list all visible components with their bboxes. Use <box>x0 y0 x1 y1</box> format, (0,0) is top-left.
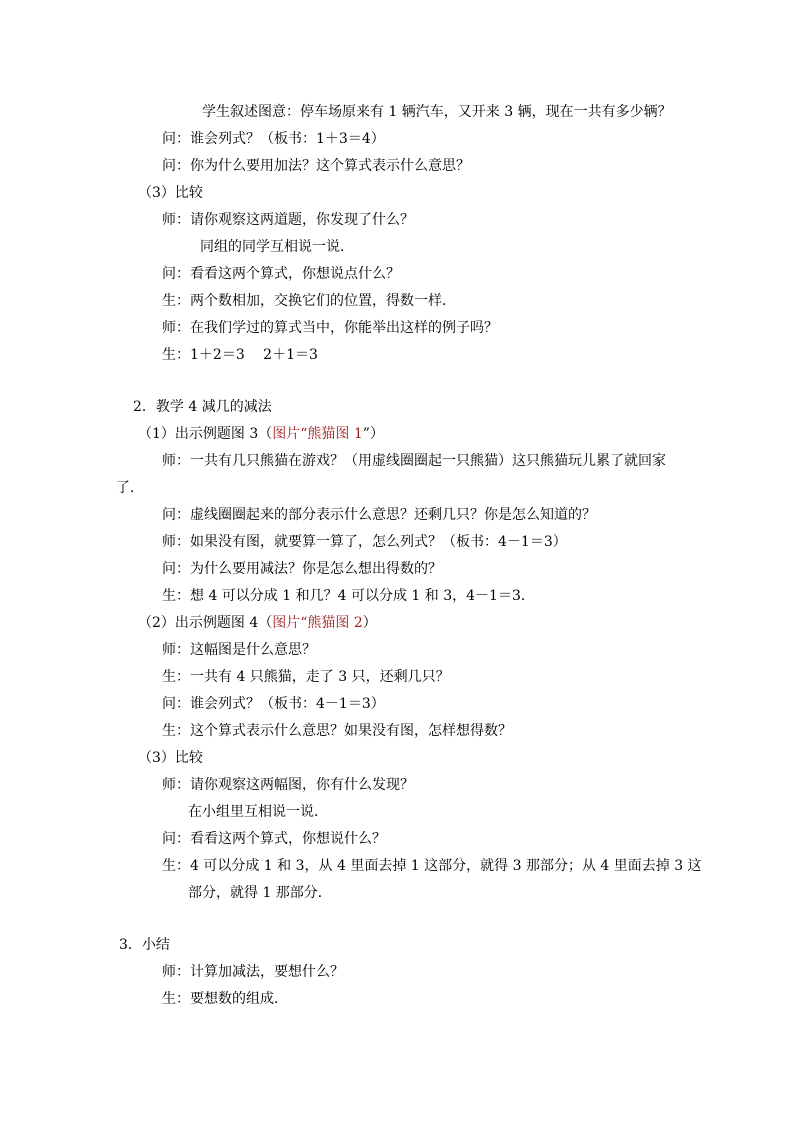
example-4-suffix: ） <box>362 615 377 631</box>
line-group-talk: 在小组里互相说一说． <box>188 804 328 820</box>
line-ask-formula-2: 问：谁会列式？（板书：4－1＝3） <box>162 696 385 712</box>
line-ask-why-add: 问：你为什么要用加法？这个算式表示什么意思？ <box>162 158 470 174</box>
line-ask-look: 问：看看这两个算式，你想说点什么？ <box>162 266 400 282</box>
line-ask-two-formulas: 问：看看这两个算式，你想说什么？ <box>162 831 386 847</box>
line-teacher-observe: 师：请你观察这两道题，你发现了什么？ <box>162 212 414 228</box>
panda-image-link-1[interactable]: 图片“熊猫图 1 <box>272 426 363 442</box>
example-4-prefix: （2）出示例题图 4（ <box>138 615 273 631</box>
line-student-example: 生：1＋2＝3 2＋1＝3 <box>162 347 318 363</box>
heading-teach-subtraction: 2．教学 4 减几的减法 <box>133 399 272 415</box>
line-teacher-pandas: 师：一共有几只熊猫在游戏？（用虚线圈圈起一只熊猫）这只熊猫玩儿累了就回家 <box>162 453 666 469</box>
line-student-swap: 生：两个数相加，交换它们的位置，得数一样． <box>162 293 456 309</box>
line-teacher-no-picture: 师：如果没有图，就要算一算了，怎么列式？（板书：4－1＝3） <box>162 534 567 550</box>
line-go-home-wrap: 了． <box>116 480 144 496</box>
heading-summary: 3．小结 <box>119 937 170 953</box>
line-teacher-two-pictures: 师：请你观察这两幅图，你有什么发现？ <box>162 777 414 793</box>
line-student-think: 生：想 4 可以分成 1 和几？4 可以分成 1 和 3，4－1＝3． <box>162 588 535 604</box>
line-student-summary: 生：要想数的组成． <box>162 991 288 1007</box>
panda-image-link-2[interactable]: 图片“熊猫图 2 <box>272 615 363 631</box>
line-student-decompose: 生：4 可以分成 1 和 3，从 4 里面去掉 1 这部分，就得 3 那部分；从 4 里面去掉 3 这 <box>162 858 702 874</box>
line-group-discuss: 同组的同学互相说一说． <box>200 239 354 255</box>
heading-compare-2: （3）比较 <box>138 750 203 766</box>
line-teacher-picture-meaning: 师：这幅图是什么意思？ <box>162 642 316 658</box>
line-student-decompose-cont: 部分，就得 1 那部分． <box>188 885 332 901</box>
line-ask-circle: 问：虚线圈圈起来的部分表示什么意思？还剩几只？你是怎么知道的？ <box>162 507 596 523</box>
example-3-prefix: （1）出示例题图 3（ <box>138 426 273 442</box>
line-student-describe: 学生叙述图意：停车场原来有 1 辆汽车，又开来 3 辆，现在一共有多少辆？ <box>202 104 672 120</box>
line-student-meaning: 生：这个算式表示什么意思？如果没有图，怎样想得数？ <box>162 723 512 739</box>
line-ask-why-subtract: 问：为什么要用减法？你是怎么想出得数的？ <box>162 561 442 577</box>
example-3-suffix: ”） <box>362 426 384 442</box>
line-teacher-summary: 师：计算加减法，要想什么？ <box>162 964 344 980</box>
line-ask-formula: 问：谁会列式？（板书：1＋3＝4） <box>162 131 385 147</box>
line-student-four-pandas: 生：一共有 4 只熊猫，走了 3 只，还剩几只？ <box>162 669 450 685</box>
heading-example-3 <box>138 425 384 443</box>
heading-example-4 <box>138 614 377 632</box>
line-teacher-example: 师：在我们学过的算式当中，你能举出这样的例子吗？ <box>162 320 498 336</box>
heading-compare-1: （3）比较 <box>138 185 203 201</box>
